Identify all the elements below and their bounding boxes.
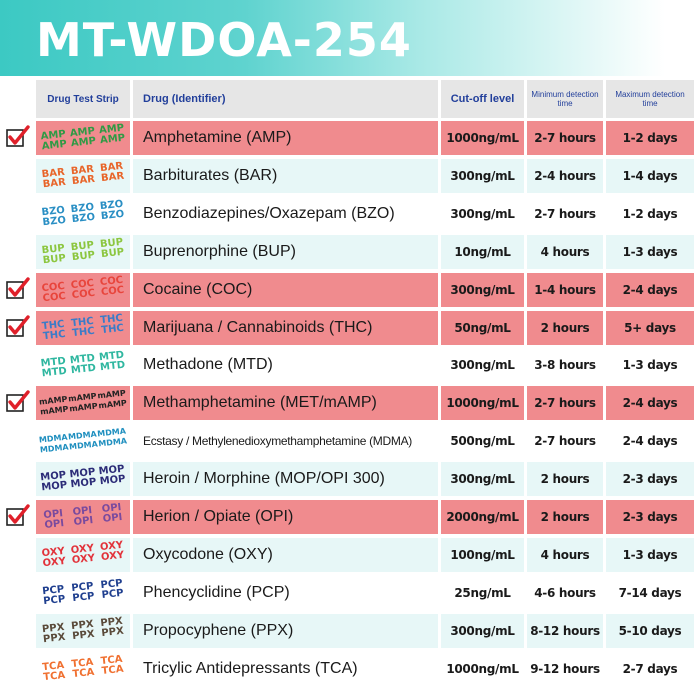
strip-code: THC xyxy=(42,328,67,342)
test-strip-image xyxy=(36,197,130,231)
cutoff-level: 500ng/mL xyxy=(441,424,524,458)
min-detection-time: 2-7 hours xyxy=(527,386,603,420)
test-strip-image xyxy=(36,273,130,307)
table-row xyxy=(36,576,694,612)
drug-name: Buprenorphine (BUP) xyxy=(133,235,438,269)
strip-code: THC xyxy=(41,318,66,332)
strip-code: MDMA xyxy=(67,429,98,442)
test-strip-image xyxy=(36,348,130,382)
max-detection-time: 5-10 days xyxy=(606,614,694,648)
min-detection-time: 2 hours xyxy=(527,462,603,496)
test-strip-image xyxy=(36,576,130,610)
min-detection-time: 1-4 hours xyxy=(527,273,603,307)
product-title: MT-WDOA-254 xyxy=(36,13,412,67)
strip-code: BZO xyxy=(42,214,67,229)
strip-code: MTD xyxy=(41,366,68,380)
strip-code: mAMP xyxy=(68,401,99,414)
strip-code: OXY xyxy=(41,545,66,560)
strip-code: COC xyxy=(71,287,96,301)
strip-code: OPI xyxy=(73,514,94,528)
strip-code: OXY xyxy=(42,555,67,570)
strip-code: mAMP xyxy=(39,404,69,417)
strip-code: BZO xyxy=(99,198,124,212)
max-detection-time: 1-3 days xyxy=(606,348,694,382)
max-detection-time: 7-14 days xyxy=(606,576,694,610)
cutoff-level: 50ng/mL xyxy=(441,311,524,345)
table-row xyxy=(36,500,694,536)
strip-code: COC xyxy=(70,277,95,291)
strip-code: BUP xyxy=(100,246,125,260)
strip-code: BUP xyxy=(99,236,124,250)
cutoff-level: 1000ng/mL xyxy=(441,652,524,686)
strip-code: OXY xyxy=(71,552,96,567)
drug-name: Benzodiazepines/Oxazepam (BZO) xyxy=(133,197,438,231)
table-row xyxy=(36,386,694,422)
max-detection-time: 2-7 days xyxy=(606,652,694,686)
cutoff-level: 100ng/mL xyxy=(441,538,524,572)
test-strip-image xyxy=(36,500,130,534)
cutoff-level: 10ng/mL xyxy=(441,235,524,269)
strip-code: PPX xyxy=(42,631,66,645)
strip-code: MOP xyxy=(40,479,68,494)
strip-code: MOP xyxy=(99,473,127,488)
min-detection-time: 3-8 hours xyxy=(527,348,603,382)
strip-code: AMP xyxy=(41,138,68,153)
strip-code: BAR xyxy=(71,173,96,188)
cutoff-level: 300ng/mL xyxy=(441,197,524,231)
min-detection-time: 2 hours xyxy=(527,500,603,534)
min-detection-time: 4-6 hours xyxy=(527,576,603,610)
max-detection-time: 2-4 days xyxy=(606,386,694,420)
title-banner xyxy=(0,0,700,76)
max-detection-time: 2-3 days xyxy=(606,462,694,496)
header-min: Minimum detection time xyxy=(527,80,603,118)
table-row xyxy=(36,462,694,498)
strip-code: TCA xyxy=(42,669,66,683)
table-row xyxy=(36,348,694,384)
strip-code: TCA xyxy=(100,653,124,667)
test-strip-image xyxy=(36,386,130,420)
test-strip-image xyxy=(36,121,130,155)
min-detection-time: 4 hours xyxy=(527,235,603,269)
strip-code: MOP xyxy=(69,466,96,481)
cutoff-level: 1000ng/mL xyxy=(441,386,524,420)
checkmark-icon xyxy=(6,277,30,301)
strip-code: PCP xyxy=(41,583,65,598)
drug-name: Cocaine (COC) xyxy=(133,273,438,307)
strip-code: mAMP xyxy=(67,391,97,404)
test-strip-image xyxy=(36,652,130,686)
min-detection-time: 2-7 hours xyxy=(527,424,603,458)
strip-code: MDMA xyxy=(68,439,99,452)
header-cutoff: Cut-off level xyxy=(441,80,524,118)
test-strip-image xyxy=(36,462,130,496)
strip-code: TCA xyxy=(101,663,125,677)
drug-name: Methamphetamine (MET/mAMP) xyxy=(133,386,438,420)
strip-code: BZO xyxy=(100,208,125,222)
table-row xyxy=(36,197,694,233)
strip-code: AMP xyxy=(98,122,125,137)
table-row xyxy=(36,652,694,688)
strip-code: OPI xyxy=(42,508,64,522)
min-detection-time: 4 hours xyxy=(527,538,603,572)
cutoff-level: 1000ng/mL xyxy=(441,121,524,155)
strip-code: PPX xyxy=(70,618,95,632)
test-strip-image xyxy=(36,424,130,458)
drug-name: Methadone (MTD) xyxy=(133,348,438,382)
strip-code: PCP xyxy=(71,590,95,604)
strip-code: THC xyxy=(99,312,124,326)
max-detection-time: 2-4 days xyxy=(606,273,694,307)
strip-code: OXY xyxy=(100,549,125,563)
drug-name: Amphetamine (AMP) xyxy=(133,121,438,155)
strip-code: MTD xyxy=(40,356,67,370)
strip-code: MDMA xyxy=(96,426,127,439)
strip-code: PCP xyxy=(70,580,94,594)
drug-name: Oxycodone (OXY) xyxy=(133,538,438,572)
strip-code: TCA xyxy=(70,656,94,670)
max-detection-time: 1-3 days xyxy=(606,235,694,269)
cutoff-level: 300ng/mL xyxy=(441,462,524,496)
header-drug: Drug (Identifier) xyxy=(133,80,438,118)
strip-code: OXY xyxy=(99,539,124,554)
strip-code: BAR xyxy=(100,170,125,184)
max-detection-time: 2-3 days xyxy=(606,500,694,534)
strip-code: AMP xyxy=(70,135,97,150)
header-strip: Drug Test Strip xyxy=(36,80,130,118)
strip-code: COC xyxy=(41,280,66,294)
strip-code: PPX xyxy=(41,621,65,635)
drug-name: Ecstasy / Methylenedioxymethamphetamine (MDMA) xyxy=(133,424,438,458)
min-detection-time: 2-7 hours xyxy=(527,121,603,155)
table-row xyxy=(36,614,694,650)
cutoff-level: 300ng/mL xyxy=(441,614,524,648)
strip-code: PPX xyxy=(99,615,124,629)
test-strip-image xyxy=(36,311,130,345)
drug-name: Phencyclidine (PCP) xyxy=(133,576,438,610)
strip-code: BUP xyxy=(71,249,96,263)
strip-code: THC xyxy=(100,322,125,336)
strip-code: OPI xyxy=(72,505,93,519)
strip-code: MOP xyxy=(98,463,125,478)
table-row xyxy=(36,235,694,271)
strip-code: BUP xyxy=(41,242,66,256)
strip-code: OPI xyxy=(43,518,65,532)
strip-code: OPI xyxy=(102,511,123,525)
drug-name: Herion / Opiate (OPI) xyxy=(133,500,438,534)
strip-code: BAR xyxy=(42,176,67,191)
strip-code: MDMA xyxy=(97,436,128,449)
table-row xyxy=(36,159,694,195)
strip-code: BZO xyxy=(70,201,95,216)
strip-code: MTD xyxy=(99,360,126,374)
max-detection-time: 1-2 days xyxy=(606,121,694,155)
header-max: Maximum detection time xyxy=(606,80,694,118)
strip-code: PCP xyxy=(100,577,124,591)
strip-code: BZO xyxy=(41,204,66,219)
min-detection-time: 2-4 hours xyxy=(527,159,603,193)
cutoff-level: 2000ng/mL xyxy=(441,500,524,534)
strip-code: PPX xyxy=(100,625,125,639)
strip-code: THC xyxy=(71,325,96,339)
max-detection-time: 1-4 days xyxy=(606,159,694,193)
cutoff-level: 300ng/mL xyxy=(441,348,524,382)
checkmark-icon xyxy=(6,390,30,414)
strip-code: TCA xyxy=(71,666,95,680)
strip-code: PCP xyxy=(101,587,125,601)
table-row xyxy=(36,538,694,574)
min-detection-time: 8-12 hours xyxy=(527,614,603,648)
test-strip-image xyxy=(36,538,130,572)
table-row xyxy=(36,273,694,309)
strip-code: TCA xyxy=(41,659,65,673)
strip-code: OPI xyxy=(101,501,122,515)
strip-code: MOP xyxy=(70,476,97,491)
checkmark-icon xyxy=(6,315,30,339)
drug-name: Marijuana / Cannabinoids (THC) xyxy=(133,311,438,345)
strip-code: BAR xyxy=(41,166,66,181)
drug-name: Propocyphene (PPX) xyxy=(133,614,438,648)
min-detection-time: 9-12 hours xyxy=(527,652,603,686)
test-strip-image xyxy=(36,614,130,648)
drug-name: Barbiturates (BAR) xyxy=(133,159,438,193)
strip-code: COC xyxy=(42,290,67,304)
strip-code: MOP xyxy=(39,469,67,484)
strip-code: THC xyxy=(70,315,95,329)
table-header xyxy=(36,80,694,118)
max-detection-time: 1-2 days xyxy=(606,197,694,231)
drug-name: Heroin / Morphine (MOP/OPI 300) xyxy=(133,462,438,496)
strip-code: BAR xyxy=(70,163,95,178)
min-detection-time: 2 hours xyxy=(527,311,603,345)
strip-code: AMP xyxy=(40,128,67,143)
strip-code: COC xyxy=(100,284,125,298)
strip-code: MTD xyxy=(98,350,125,364)
strip-code: MDMA xyxy=(38,432,69,445)
strip-code: PCP xyxy=(42,593,66,607)
checkmark-icon xyxy=(6,504,30,528)
strip-code: MDMA xyxy=(39,442,70,455)
checkmark-icon xyxy=(6,125,30,149)
table-row xyxy=(36,311,694,347)
cutoff-level: 25ng/mL xyxy=(441,576,524,610)
max-detection-time: 2-4 days xyxy=(606,424,694,458)
test-strip-image xyxy=(36,159,130,193)
drug-name: Tricylic Antidepressants (TCA) xyxy=(133,652,438,686)
strip-code: MTD xyxy=(70,363,97,377)
strip-code: OXY xyxy=(70,542,95,557)
strip-code: BUP xyxy=(42,252,67,266)
strip-code: MTD xyxy=(69,353,96,367)
strip-code: BAR xyxy=(99,160,124,175)
table-row xyxy=(36,424,694,460)
cutoff-level: 300ng/mL xyxy=(441,273,524,307)
strip-code: BUP xyxy=(70,239,95,253)
strip-code: PPX xyxy=(71,628,96,642)
strip-code: mAMP xyxy=(96,388,127,401)
max-detection-time: 5+ days xyxy=(606,311,694,345)
strip-code: BZO xyxy=(71,211,96,225)
test-strip-image xyxy=(36,235,130,269)
strip-code: AMP xyxy=(69,125,96,140)
min-detection-time: 2-7 hours xyxy=(527,197,603,231)
table-row xyxy=(36,121,694,157)
strip-code: COC xyxy=(99,274,124,288)
strip-code: AMP xyxy=(99,132,126,147)
strip-code: mAMP xyxy=(98,398,128,411)
strip-code: mAMP xyxy=(38,394,68,407)
cutoff-level: 300ng/mL xyxy=(441,159,524,193)
max-detection-time: 1-3 days xyxy=(606,538,694,572)
